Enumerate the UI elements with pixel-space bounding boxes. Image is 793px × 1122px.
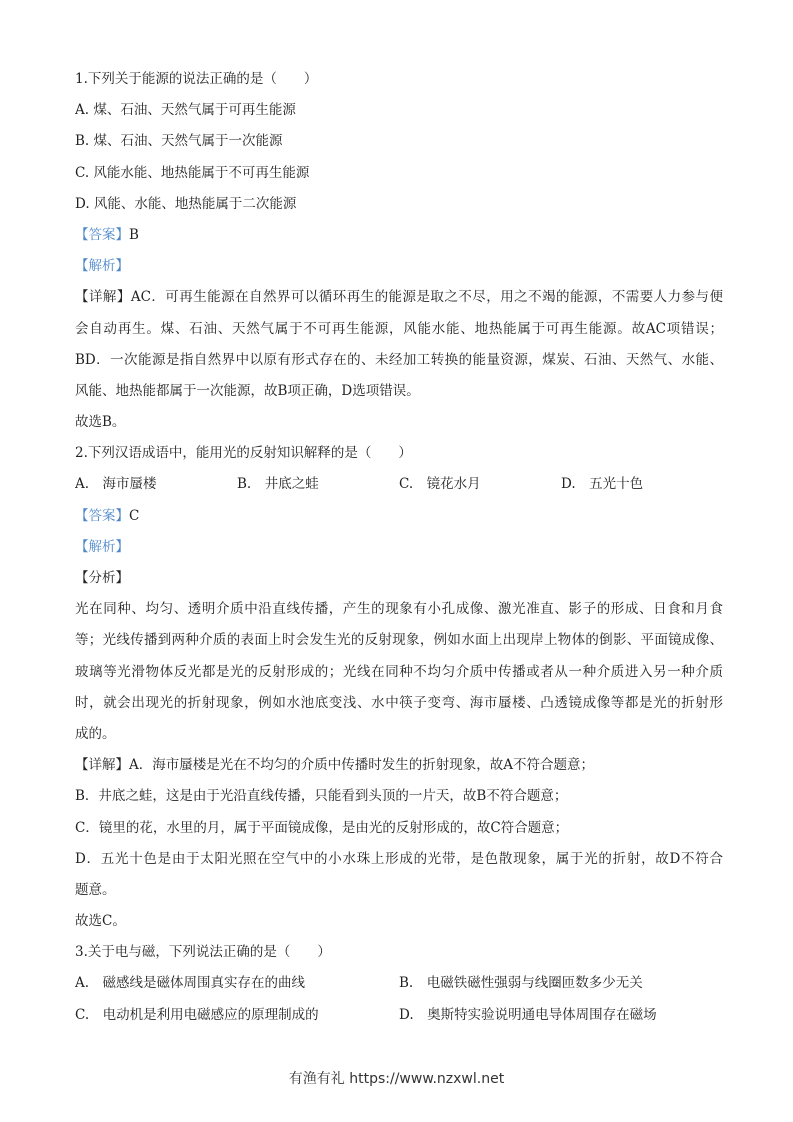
q2-detail-line: 题意。 xyxy=(75,881,116,898)
q2-fenxi-line: 光在同种、均匀、透明介质中沿直线传播，产生的现象有小孔成像、激光准直、影子的形成、日食和月食 xyxy=(75,601,723,618)
q1-option-d: D. 风能、水能、地热能属于二次能源 xyxy=(75,195,297,212)
q2-fenxi-line: 成的。 xyxy=(75,725,116,742)
q2-detail-line: 【详解】A．海市蜃楼是光在不均匀的介质中传播时发生的折射现象，故A不符合题意； xyxy=(75,757,594,774)
q1-detail-line: 风能、地热能都属于一次能源，故B项正确，D选项错误。 xyxy=(75,382,420,399)
q2-analysis-label: 【解析】 xyxy=(75,538,129,555)
q3-options-row xyxy=(75,1000,723,1031)
q1-analysis-label: 【解析】 xyxy=(75,258,129,275)
answer-label: 【答案】 xyxy=(75,507,129,524)
q3-option-d: D. 奥斯特实验说明通电导体周围存在磁场 xyxy=(399,1006,657,1023)
q3-stem: 3.关于电与磁，下列说法正确的是（ ） xyxy=(75,944,331,961)
q2-option-d: D. 五光十色 xyxy=(561,476,644,493)
q2-stem: 2.下列汉语成语中，能用光的反射知识解释的是（ ） xyxy=(75,445,412,462)
q1-detail-line: 【详解】AC．可再生能源在自然界可以循环再生的能源是取之不尽，用之不竭的能源，不需要人力参与便 xyxy=(75,289,723,306)
q1-option-a: A. 煤、石油、天然气属于可再生能源 xyxy=(75,102,296,119)
q2-fenxi-line: 玻璃等光滑物体反光都是光的反射形成的；光线在同种不均匀介质中传播或者从一种介质进入另一种介质 xyxy=(75,663,723,680)
q1-option-b: B. 煤、石油、天然气属于一次能源 xyxy=(75,133,283,150)
q3-option-c: C. 电动机是利用电磁感应的原理制成的 xyxy=(75,1006,319,1023)
q2-answer xyxy=(75,501,723,532)
footer-watermark: 有渔有礼 https://www.nzxwl.net xyxy=(288,1071,505,1087)
q1-stem: 1.下列关于能源的说法正确的是（ ） xyxy=(75,71,318,87)
q2-fenxi-line: 时，就会出现光的折射现象，例如水池底变浅、水中筷子变弯、海市蜃楼、凸透镜成像等都是光的折射形 xyxy=(75,694,723,711)
document-page xyxy=(75,64,723,1031)
q2-detail-line: B．井底之蛙，这是由于光沿直线传播，只能看到头顶的一片天，故B不符合题意； xyxy=(75,788,568,805)
q2-detail-line: D．五光十色是由于太阳光照在空气中的小水珠上形成的光带，是色散现象，属于光的折射，故D不符合 xyxy=(75,850,723,867)
q1-option-c: C. 风能水能、地热能属于不可再生能源 xyxy=(75,164,310,181)
answer-value: B xyxy=(129,226,139,243)
q2-option-b: B. 井底之蛙 xyxy=(237,476,319,493)
answer-value: C xyxy=(129,507,140,524)
q1-conclusion: 故选B。 xyxy=(75,414,126,431)
q1-detail-line: 会自动再生。煤、石油、天然气属于不可再生能源，风能水能、地热能属于可再生能源。故AC项错误； xyxy=(75,320,723,337)
q2-fenxi-label: 【分析】 xyxy=(75,570,129,586)
answer-label: 【答案】 xyxy=(75,226,129,243)
q2-fenxi-line: 等；光线传播到两种介质的表面上时会发生光的反射现象，例如水面上出现岸上物体的倒影、平面镜成像、 xyxy=(75,632,723,649)
q2-detail-line: C．镜里的花，水里的月，属于平面镜成像，是由光的反射形成的，故C符合题意； xyxy=(75,819,569,836)
q3-option-a: A. 磁感线是磁体周围真实存在的曲线 xyxy=(75,975,306,992)
q2-option-a: A. 海市蜃楼 xyxy=(75,476,157,493)
q1-answer xyxy=(75,220,723,251)
q3-options-row xyxy=(75,968,723,999)
q1-detail-line: BD．一次能源是指自然界中以原有形式存在的、未经加工转换的能量资源，煤炭、石油、天然气、水能、 xyxy=(75,351,723,368)
q2-options xyxy=(75,469,723,500)
q2-conclusion: 故选C。 xyxy=(75,913,126,930)
q2-option-c: C. 镜花水月 xyxy=(399,476,481,493)
q3-option-b: B. 电磁铁磁性强弱与线圈匝数多少无关 xyxy=(399,975,643,992)
